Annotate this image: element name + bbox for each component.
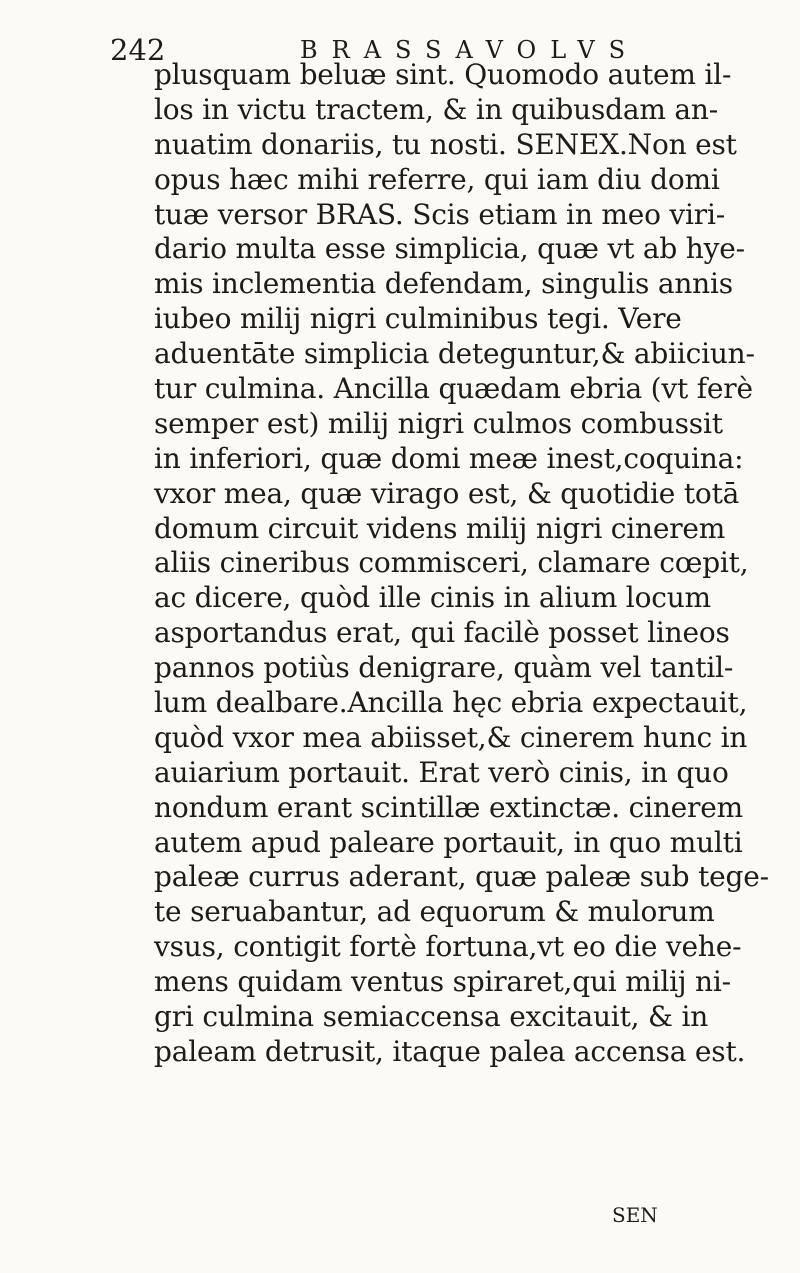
text-line: paleam detrusit, itaque palea accensa est.: [154, 1034, 746, 1068]
text-line: ac dicere, quòd ille cinis in alium locum: [154, 581, 711, 615]
text-line: pannos potiùs denigrare, quàm vel tantil-: [154, 651, 734, 685]
text-line: quòd vxor mea abiisset,& cinerem hunc in: [154, 720, 748, 754]
catchword: SEN: [612, 1203, 658, 1227]
text-line: nondum erant scintillæ extinctæ. cinerem: [154, 790, 743, 824]
text-line: mens quidam ventus spiraret,qui milij ni-: [154, 965, 731, 999]
text-line: tur culmina. Ancilla quædam ebria (vt ferè: [154, 372, 753, 406]
text-line: tuæ versor BRAS. Scis etiam in meo viri-: [154, 197, 726, 231]
text-line: semper est) milij nigri culmos combussit: [154, 406, 723, 440]
text-line: nuatim donariis, tu nosti. SENEX.Non est: [154, 127, 737, 161]
text-line: opus hæc mihi referre, qui iam diu domi: [154, 162, 720, 196]
text-line: iubeo milij nigri culminibus tegi. Vere: [154, 302, 682, 336]
text-line: in inferiori, quæ domi meæ inest,coquina:: [154, 441, 744, 475]
text-line: plusquam beluæ sint. Quomodo autem il-: [154, 58, 732, 91]
text-line: los in victu tractem, & in quibusdam an-: [154, 92, 719, 126]
text-line: vsus, contigit fortè fortuna,vt eo die vehe-: [154, 930, 742, 964]
text-line: mis inclementia defendam, singulis annis: [154, 267, 733, 301]
text-line: domum circuit videns milij nigri cinerem: [154, 511, 726, 545]
text-line: dario multa esse simplicia, quæ vt ab hye-: [154, 232, 745, 266]
text-line: te seruabantur, ad equorum & mulorum: [154, 895, 715, 929]
body-text: [154, 58, 769, 1070]
running-head: BRASSAVOLVS: [300, 36, 640, 64]
text-line: autem apud paleare portauit, in quo multi: [154, 825, 743, 859]
text-line: lum dealbare.Ancilla hęc ebria expectauit,: [154, 686, 748, 720]
text-line: auiarium portauit. Erat verò cinis, in quo: [154, 755, 729, 789]
text-line: aduentāte simplicia deteguntur,& abiiciun-: [154, 337, 755, 371]
text-line: vxor mea, quæ virago est, & quotidie totā: [154, 476, 740, 510]
page-number: 242: [110, 33, 166, 67]
text-line: gri culmina semiaccensa excitauit, & in: [154, 1000, 709, 1034]
text-line: aliis cineribus commisceri, clamare cœpit,: [154, 546, 749, 580]
text-line: asportandus erat, qui facilè posset lineos: [154, 616, 730, 650]
text-line: paleæ currus aderant, quæ paleæ sub tege-: [154, 860, 769, 894]
